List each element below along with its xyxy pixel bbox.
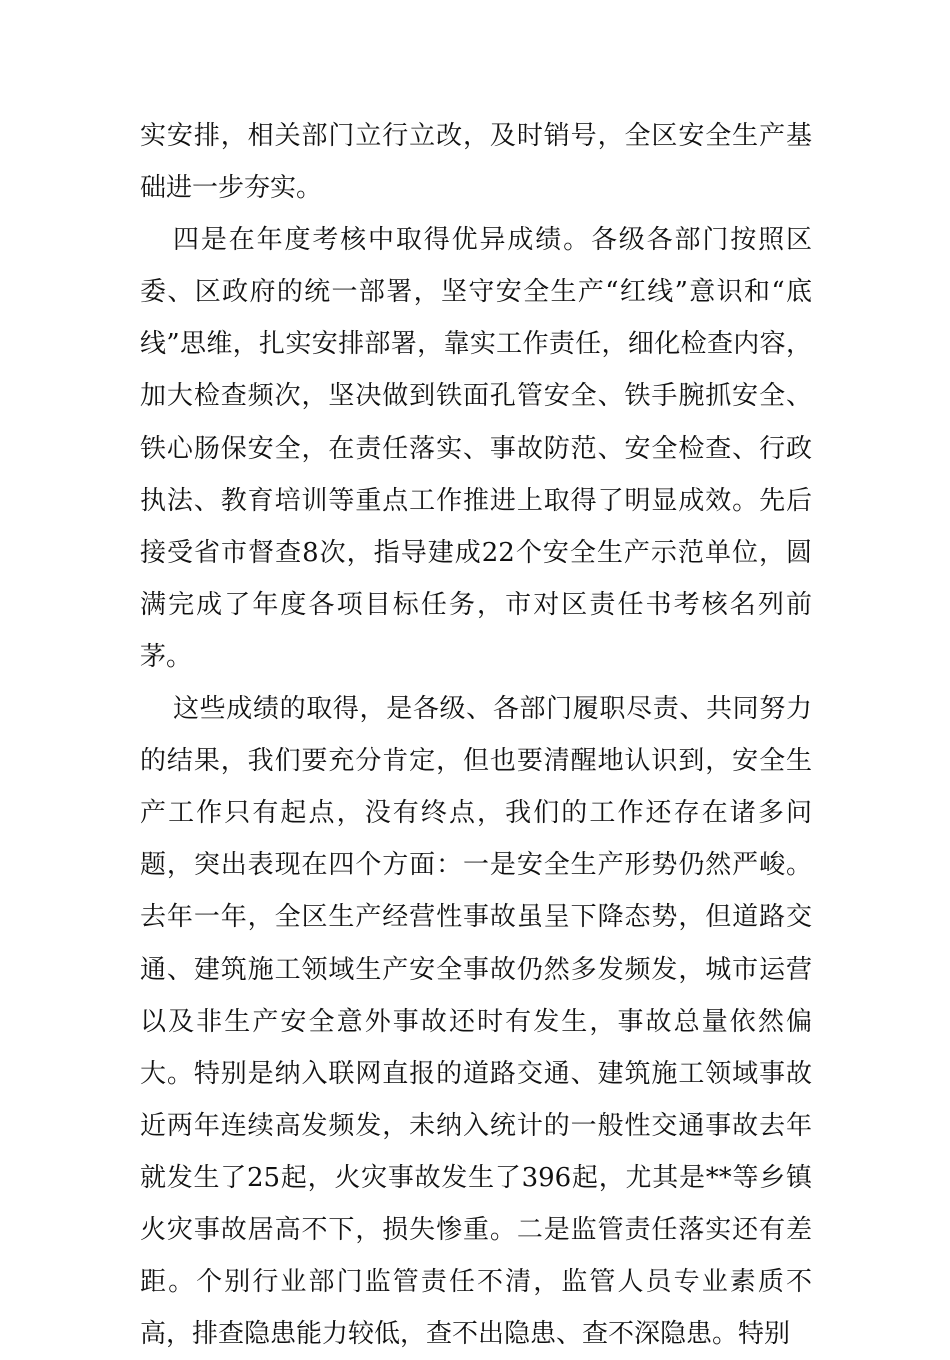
paragraph-problems: 这些成绩的取得，是各级、各部门履职尽责、共同努力的结果，我们要充分肯定，但也要清醒地认识到，安全生产工作只有起点，没有终点，我们的工作还存在诸多问题，突出表现在四个方面：一是安全生产形势仍然严峻。去年一年，全区生产经营性事故虽呈下降态势，但道路交通、建筑施工领域生产安全事故仍然多发频发，城市运营以及非生产安全意外事故还时有发生，事故总量依然偏大。特别是纳入联网直报的道路交通、建筑施工领域事故近两年连续高发频发，未纳入统计的一般性交通事故去年就发生了25起，火灾事故发生了396起，尤其是**等乡镇火灾事故居高不下，损失惨重。二是监管责任落实还有差距。个别行业部门监管责任不清，监管人员专业素质不高，排查隐患能力较低，查不出隐患、查不深隐患。特别: [140, 694, 812, 1350]
paragraph-annual-assessment: 四是在年度考核中取得优异成绩。各级各部门按照区委、区政府的统一部署，坚守安全生产“红线”意识和“底线”思维，扎实安排部署，靠实工作责任，细化检查内容，加大检查频次，坚决做到铁面孔管安全、铁手腕抓安全、铁心肠保安全，在责任落实、事故防范、安全检查、行政执法、教育培训等重点工作推进上取得了明显成效。先后接受省市督查8次，指导建成22个安全生产示范单位，圆满完成了年度各项目标任务，市对区责任书考核名列前茅。: [140, 225, 812, 672]
document-page: [140, 110, 812, 1360]
paragraph-continuation: 实安排，相关部门立行立改，及时销号，全区安全生产基础进一步夯实。: [140, 121, 812, 204]
